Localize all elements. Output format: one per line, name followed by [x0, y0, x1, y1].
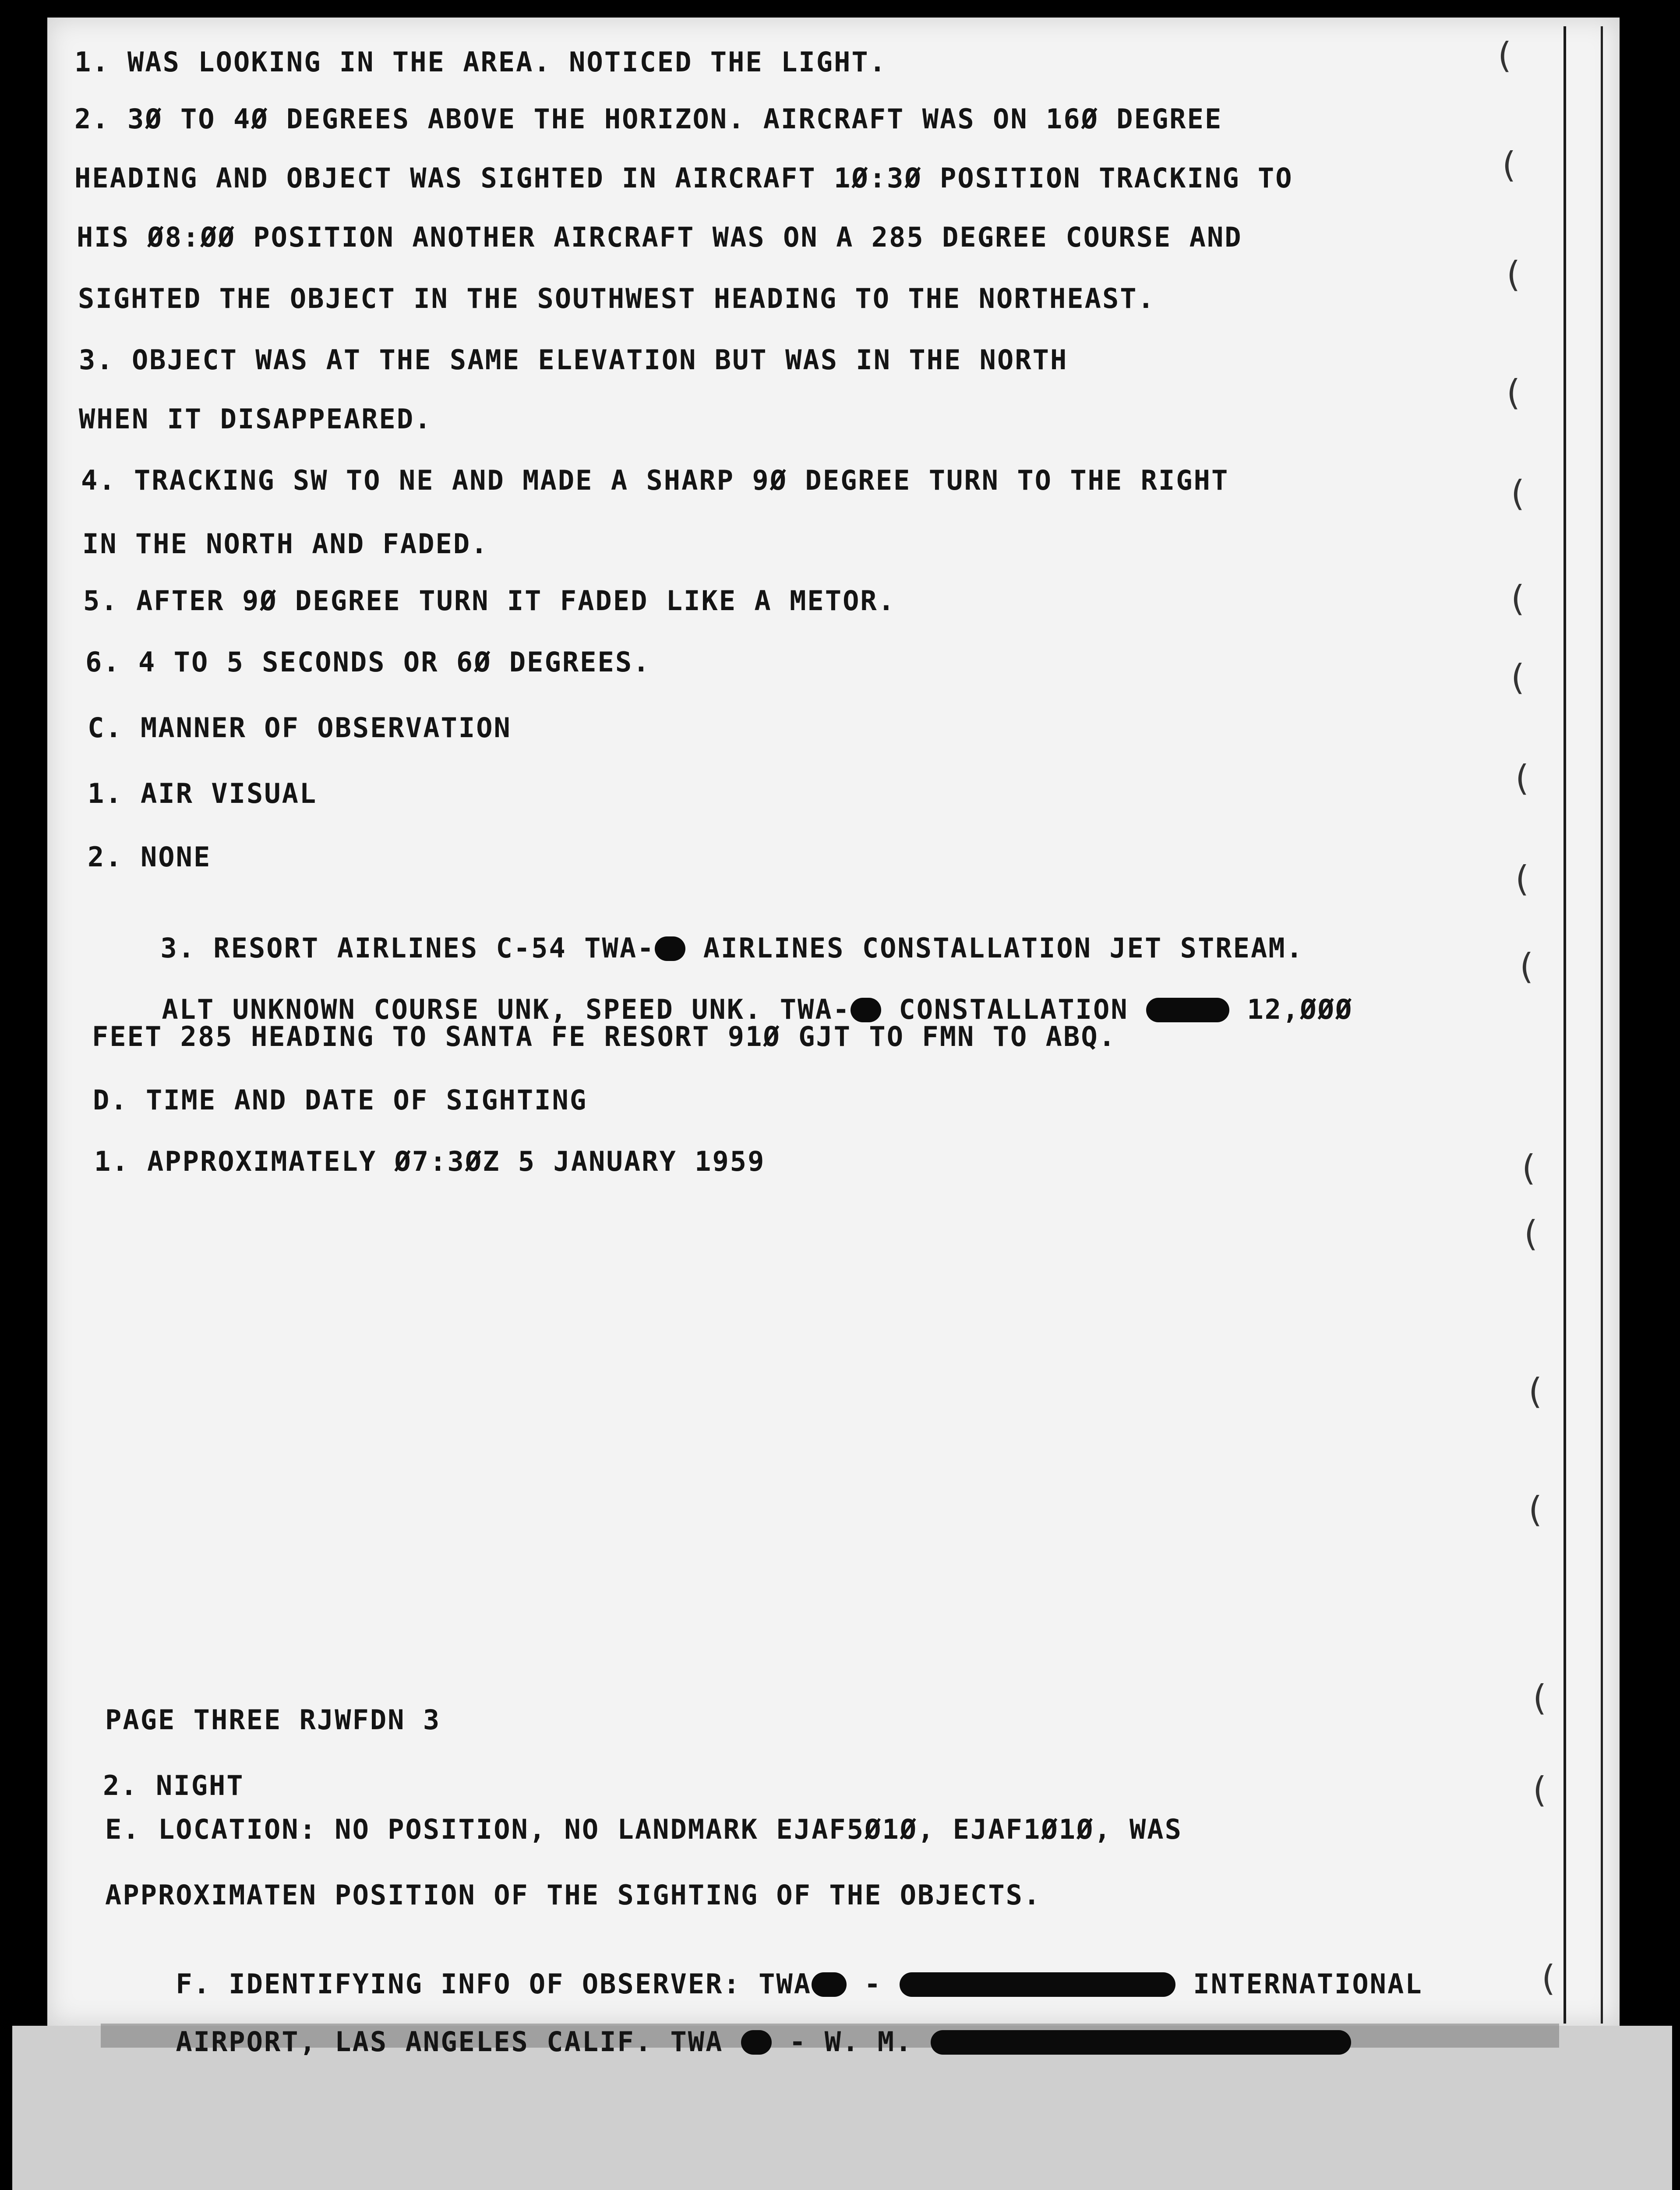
feed-hole-icon: (	[1542, 1958, 1556, 1999]
text-line: 2. NIGHT	[103, 1770, 244, 1801]
feed-hole-icon: (	[1507, 254, 1521, 295]
feed-hole-icon: (	[1511, 578, 1525, 619]
text-segment: CONSTALLATION	[881, 993, 1146, 1025]
text-line: 2. NONE	[88, 841, 212, 873]
text-segment: 12,ØØØ	[1229, 993, 1353, 1025]
text-segment: 3. RESORT AIRLINES C-54 TWA-	[160, 932, 655, 964]
feed-hole-icon: (	[1511, 657, 1525, 698]
text-line: APPROXIMATEN POSITION OF THE SIGHTING OF THE OBJECTS.	[105, 1879, 1041, 1911]
text-line: HIS Ø8:ØØ POSITION ANOTHER AIRCRAFT WAS ON A 285 DEGREE COURSE AND	[77, 221, 1242, 253]
feed-hole-icon: (	[1528, 1489, 1542, 1530]
redaction-mark	[741, 2030, 772, 2055]
feed-hole-icon: (	[1515, 858, 1529, 899]
text-line: 1. AIR VISUAL	[88, 777, 318, 809]
redaction-mark	[812, 1972, 847, 1997]
text-line: 4. TRACKING SW TO NE AND MADE A SHARP 9Ø DEGREE TURN TO THE RIGHT	[81, 464, 1229, 496]
text-segment: - W. M.	[771, 2026, 931, 2058]
redaction-mark	[900, 1972, 1175, 1997]
text-segment: ALT UNKNOWN COURSE UNK, SPEED UNK. TWA-	[162, 993, 851, 1025]
text-segment: F. IDENTIFYING INFO OF OBSERVER: TWA	[176, 1968, 812, 2000]
text-segment: INTERNATIONAL	[1175, 1968, 1423, 2000]
feed-hole-icon: (	[1533, 1678, 1547, 1718]
text-line: WHEN IT DISAPPEARED.	[79, 403, 432, 435]
feed-hole-icon: (	[1498, 35, 1512, 76]
redaction-mark	[931, 2030, 1351, 2055]
feed-hole-icon: (	[1507, 372, 1521, 413]
text-line: C. MANNER OF OBSERVATION	[88, 712, 512, 744]
text-line: SIGHTED THE OBJECT IN THE SOUTHWEST HEADING TO THE NORTHEAST.	[78, 283, 1155, 314]
text-line: 2. 3Ø TO 4Ø DEGREES ABOVE THE HORIZON. AIRCRAFT WAS ON 16Ø DEGREE	[74, 103, 1223, 135]
text-line	[105, 1994, 1351, 2058]
feed-hole-icon: (	[1524, 1213, 1538, 1254]
redaction-mark	[1146, 998, 1229, 1022]
text-line: 3. OBJECT WAS AT THE SAME ELEVATION BUT WAS IN THE NORTH	[79, 344, 1068, 376]
feed-hole-icon: (	[1515, 758, 1529, 798]
text-line: D. TIME AND DATE OF SIGHTING	[93, 1084, 588, 1116]
text-line: 1. APPROXIMATELY Ø7:3ØZ 5 JANUARY 1959	[94, 1145, 766, 1177]
text-line: 1. WAS LOOKING IN THE AREA. NOTICED THE LIGHT.	[74, 46, 887, 78]
text-segment: AIRPORT, LAS ANGELES CALIF. TWA	[176, 2026, 741, 2058]
text-segment: -	[847, 1968, 900, 2000]
text-line: HEADING AND OBJECT WAS SIGHTED IN AIRCRAFT 1Ø:3Ø POSITION TRACKING TO	[74, 162, 1293, 194]
text-line: PAGE THREE RJWFDN 3	[105, 1704, 441, 1736]
text-segment: AIRLINES CONSTALLATION JET STREAM.	[685, 932, 1304, 964]
feed-hole-icon: (	[1522, 1148, 1536, 1188]
text-line: 5. AFTER 9Ø DEGREE TURN IT FADED LIKE A METOR.	[83, 585, 896, 617]
feed-hole-icon: (	[1528, 1371, 1542, 1412]
redaction-mark	[655, 936, 685, 961]
feed-hole-icon: (	[1533, 1770, 1547, 1810]
feed-hole-icon: (	[1502, 145, 1516, 185]
feed-hole-icon: (	[1520, 946, 1534, 987]
text-line: IN THE NORTH AND FADED.	[82, 528, 489, 560]
page-border-line	[1564, 26, 1566, 2024]
feed-hole-icon: (	[1511, 473, 1525, 514]
text-line: E. LOCATION: NO POSITION, NO LANDMARK EJAF5Ø1Ø, EJAF1Ø1Ø, WAS	[105, 1813, 1182, 1845]
page-border-line	[1601, 26, 1603, 2024]
text-line: FEET 285 HEADING TO SANTA FE RESORT 91Ø GJT TO FMN TO ABQ.	[92, 1021, 1116, 1053]
redaction-mark	[851, 998, 881, 1022]
text-line: 6. 4 TO 5 SECONDS OR 6Ø DEGREES.	[85, 646, 651, 678]
